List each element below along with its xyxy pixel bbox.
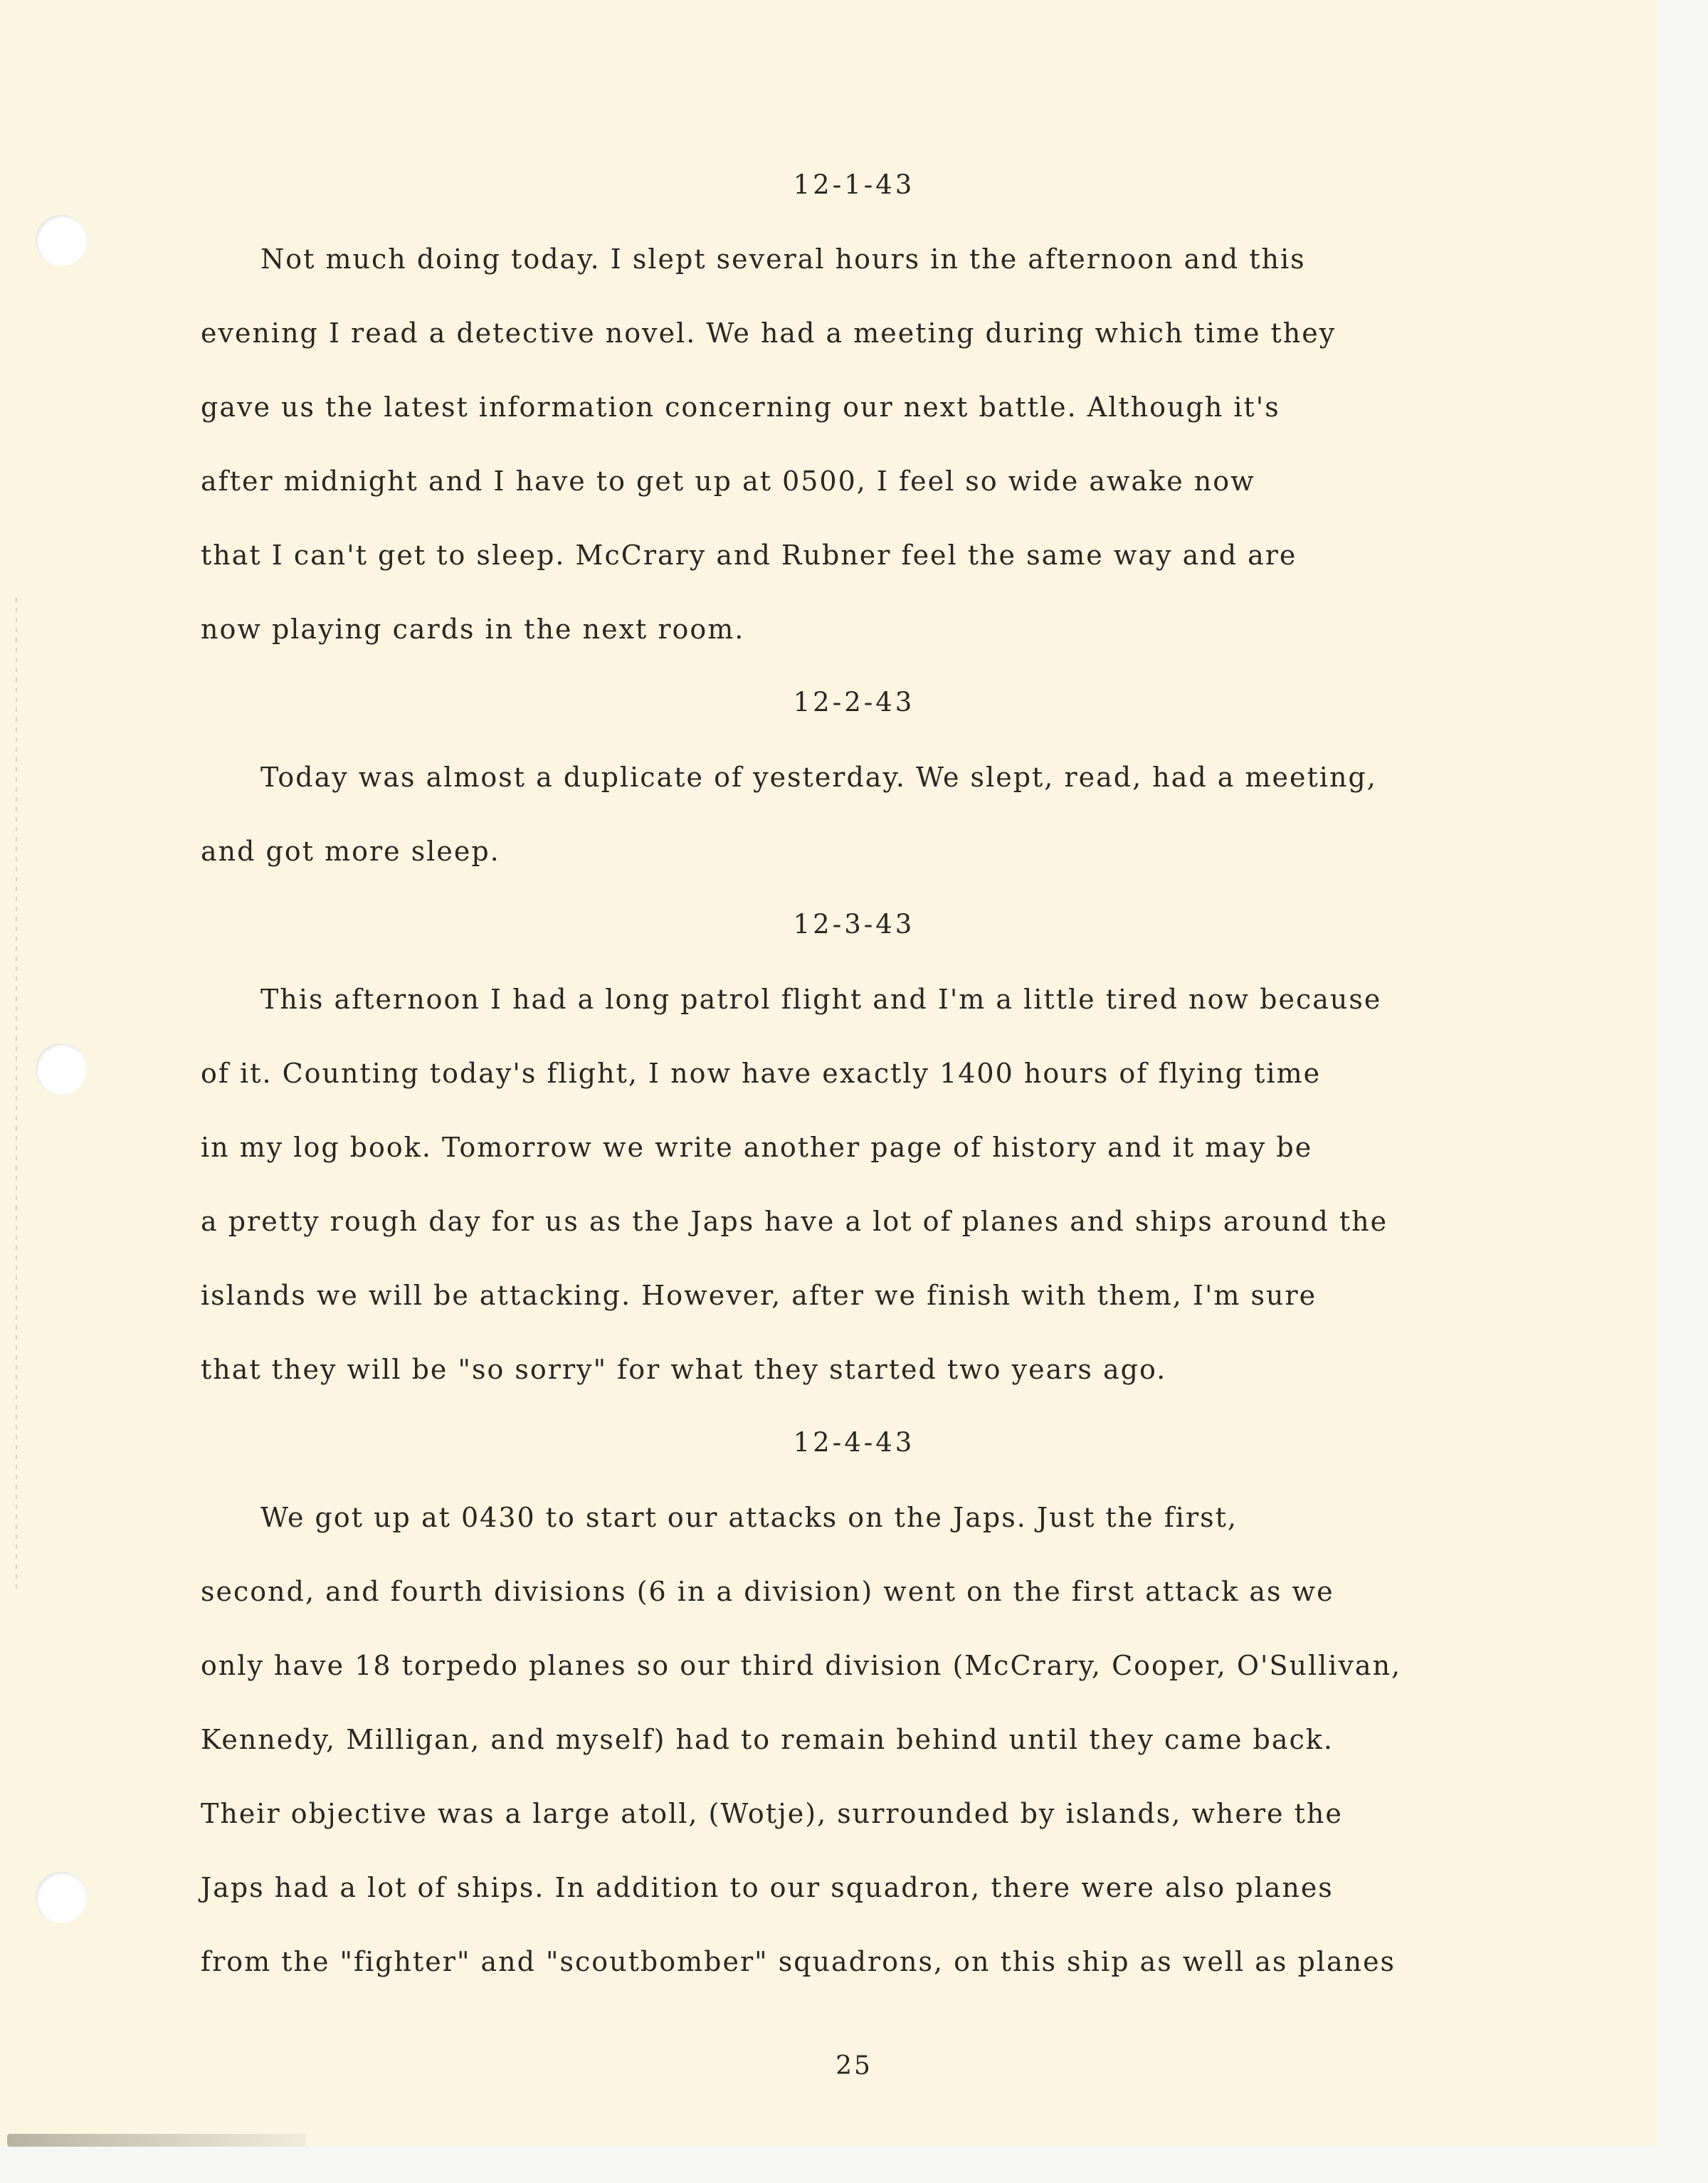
entry-date-heading: 12-1-43 [793,169,915,200]
entry-date-heading: 12-2-43 [793,687,915,717]
text-line: that they will be "so sorry" for what they started two years ago. [201,1354,1167,1385]
text-line: that I can't get to sleep. McCrary and Rubner feel the same way and are [201,540,1297,571]
text-line: second, and fourth divisions (6 in a division) went on the first attack as we [201,1576,1334,1607]
text-line: We got up at 0430 to start our attacks on the Japs. Just the first, [260,1502,1238,1533]
text-line: only have 18 torpedo planes so our third division (McCrary, Cooper, O'Sullivan, [201,1650,1402,1681]
text-line: from the "fighter" and "scoutbomber" squadrons, on this ship as well as planes [201,1946,1396,1977]
text-line: This afternoon I had a long patrol flight and I'm a little tired now because [260,984,1382,1015]
text-line: Today was almost a duplicate of yesterday. We slept, read, had a meeting, [260,762,1377,793]
text-line: now playing cards in the next room. [201,614,745,645]
text-line: Japs had a lot of ships. In addition to our squadron, there were also planes [201,1872,1334,1903]
entry-date-heading: 12-4-43 [793,1427,915,1458]
text-line: a pretty rough day for us as the Japs have a lot of planes and ships around the [201,1206,1388,1237]
punch-hole-bottom [36,1872,87,1923]
scan-smudge [7,2134,306,2147]
text-line: gave us the latest information concerning our next battle. Although it's [201,391,1280,423]
entry-date-heading: 12-3-43 [793,909,915,940]
text-line: Not much doing today. I slept several hours in the afternoon and this [260,243,1306,275]
page-edge-bottom [0,2146,1708,2183]
page-edge-right [1657,0,1708,2183]
text-line: Their objective was a large atoll, (Wotje), surrounded by islands, where the [201,1798,1343,1829]
page-number: 25 [835,2051,873,2081]
text-line: in my log book. Tomorrow we write another page of history and it may be [201,1132,1313,1163]
punch-hole-top [36,215,87,266]
text-line: after midnight and I have to get up at 0500, I feel so wide awake now [201,465,1255,497]
text-line: islands we will be attacking. However, after we finish with them, I'm sure [201,1280,1317,1311]
text-line: of it. Counting today's flight, I now have exactly 1400 hours of flying time [201,1058,1322,1089]
punch-hole-middle [36,1043,87,1095]
text-line: Kennedy, Milligan, and myself) had to remain behind until they came back. [201,1724,1334,1755]
text-line: evening I read a detective novel. We had a meeting during which time they [201,317,1337,349]
text-line: and got more sleep. [201,836,500,867]
